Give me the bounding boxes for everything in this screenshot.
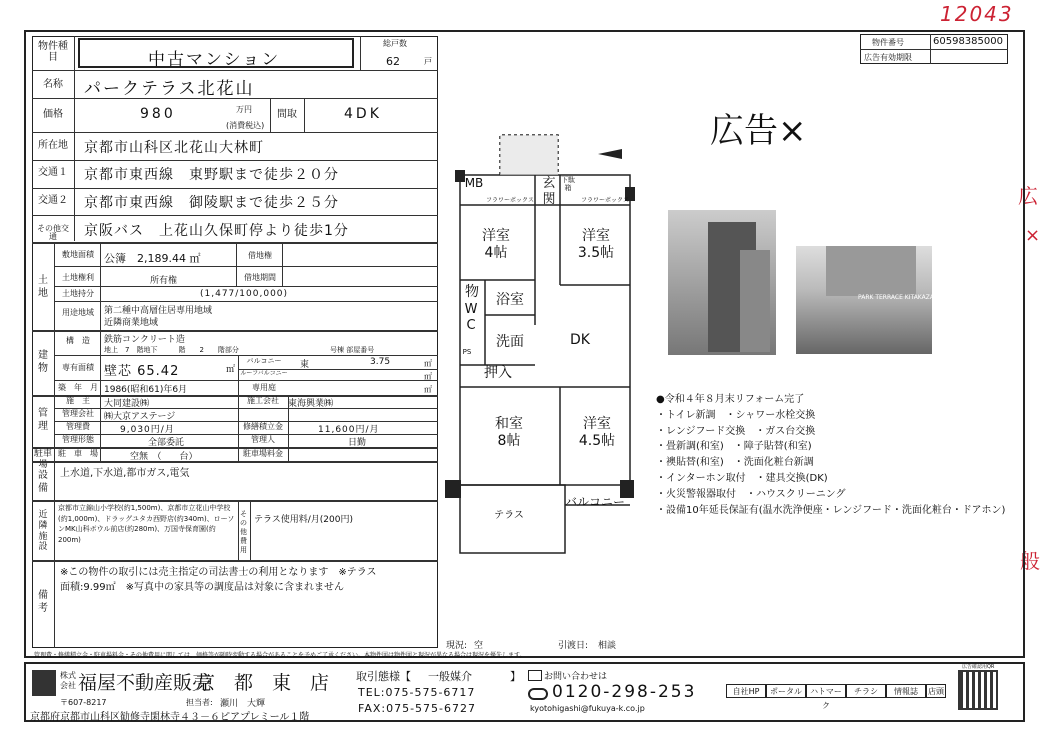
flowerbox-2: フラワーボックス: [581, 197, 629, 204]
property-no-label: 物件番号: [872, 38, 904, 47]
land-right: 所有権: [150, 276, 178, 286]
feature-item: ・畳新調(和室) ・障子貼替(和室): [656, 441, 812, 453]
room-no-label: 号棟 部屋番号: [330, 346, 375, 354]
property-type-label: 物件種目: [38, 41, 68, 63]
area-unit: ㎡: [226, 365, 236, 375]
feature-item: ・インターホン取付 ・建具交換(DK): [656, 472, 828, 484]
feature-item: ・レンジフード交換 ・ガス台交換: [656, 425, 816, 437]
nearby-label: 近隣施設: [38, 510, 48, 553]
builder: 大同建設㈱: [104, 399, 150, 409]
repair-fund-label: 修繕積立金: [243, 422, 283, 431]
total-units: 62: [386, 55, 400, 68]
wash-label: 洗面: [496, 334, 524, 350]
feature-item: ・トイレ新調 ・シャワー水栓交換: [656, 409, 816, 421]
status: 空: [474, 641, 484, 651]
structure: 鉄筋コンクリート造: [104, 335, 185, 345]
tax-note: (消費税込): [226, 121, 265, 130]
handwritten-mark-1: 広: [1018, 184, 1038, 208]
company-name: 福屋不動産販売: [78, 672, 212, 694]
remarks-2: 面積:9.99㎡ ※写真中の家具等の調度品は対象に含まれません: [60, 582, 345, 593]
terrace-label: テラス: [494, 510, 524, 521]
balcony-direction: 東: [300, 360, 310, 370]
mgmt-fee-label: 管理費: [66, 422, 90, 431]
trade-mode-label: 取引態様【: [356, 670, 411, 683]
parking-label: 駐車場: [33, 449, 52, 471]
contractor-label: 施工会社: [247, 396, 279, 405]
delivery-label: 引渡日:: [558, 641, 589, 651]
contractor: 東海興業㈱: [288, 399, 334, 409]
transport2: 京都市東西線 御陵駅まで徒歩２５分: [84, 195, 339, 211]
trade-mode-end: 】: [510, 670, 521, 683]
zoning-label: 用途地域: [62, 308, 94, 317]
mb-label: MB: [464, 176, 484, 190]
building-photo: [668, 210, 776, 355]
renovation-features: [656, 392, 1005, 518]
address: 京都市山科区北花山大林町: [84, 140, 264, 156]
management-label: 管理: [38, 408, 48, 432]
land-share-label: 土地持分: [62, 289, 94, 298]
transport1-label: 交通１: [38, 167, 68, 178]
manager-label: 管理人: [251, 435, 275, 444]
building-label: 建物: [38, 350, 48, 374]
parking-status-label: 駐 車 場: [58, 449, 98, 458]
tel[interactable]: TEL:075-575-6717: [358, 686, 476, 699]
room-western-4-5: 洋室 4.5帖: [578, 416, 616, 449]
roof-unit: ㎡: [424, 372, 432, 381]
property-no: 60598385000: [933, 36, 1003, 47]
land-right-label: 土地権利: [62, 273, 94, 282]
tag-portal: ポータル: [766, 684, 806, 698]
delivery: 相談: [598, 641, 617, 651]
price: 980: [140, 106, 176, 122]
remarks-1: ※この物件の取引には売主指定の司法書士の利用となります ※テラス: [60, 567, 377, 578]
room-western-3-5: 洋室 3.5帖: [577, 228, 615, 261]
repair-fund: 11,600円/月: [318, 425, 380, 435]
mail-icon: [528, 670, 542, 681]
parking: 空無 （ 台）: [130, 452, 198, 462]
total-units-label: 総戸数: [383, 39, 407, 48]
mgmt-form: 全部委託: [148, 438, 185, 448]
genkan-label: 玄 関: [542, 176, 556, 207]
manager: 日勤: [348, 438, 367, 448]
property-type: 中古マンション: [148, 50, 281, 70]
mgmt-company: ㈱大京アステージ: [104, 412, 176, 422]
structure-label: 構 造: [66, 336, 90, 345]
trade-mode: 一般媒介: [428, 670, 472, 683]
freedial[interactable]: 0120-298-253: [552, 682, 697, 702]
ad-title: 広告×: [710, 111, 807, 151]
shoebox-label: 下駄 箱: [561, 176, 575, 193]
manager-name: 瀬川 大輝: [220, 699, 266, 709]
mgmt-fee: 9,030円/月: [120, 425, 175, 435]
price-label: 価格: [43, 109, 63, 120]
tag-store: 店頭: [926, 684, 946, 698]
remarks-label: 備考: [38, 590, 48, 614]
address-label: 所在地: [38, 140, 68, 151]
layout-label: 間取: [277, 109, 297, 120]
balcony-unit: ㎡: [424, 359, 432, 368]
ad-expiry-label: 広告有効期限: [864, 53, 912, 62]
land-share: (1,477/100,000): [200, 289, 289, 299]
built-label: 築 年 月: [58, 383, 98, 392]
inquiry-label: お問い合わせは: [544, 672, 608, 682]
tag-own-hp: 自社HP: [726, 684, 766, 698]
storage-label: 物: [465, 284, 479, 300]
other-fee: テラス使用料/月(200円): [254, 515, 353, 525]
other-transport-label: その他交通: [37, 224, 69, 242]
manager-label-footer: 担当者:: [186, 698, 213, 707]
tag-hatomark: ハトマーク: [806, 684, 846, 698]
floors: 地上 7 階地下 階 2 階部分: [104, 346, 239, 354]
entrance-photo: [796, 246, 939, 354]
parking-fee-label: 駐車場料金: [243, 449, 283, 458]
feature-item: ●令和４年８月末リフォーム完了: [656, 394, 805, 405]
ps-label: PS: [462, 348, 472, 356]
nearby-text: 京都市立錦山小学校(約1,500m)、京都市立花山中学校(約1,000m)、ドラッグユタカ西野店(約340m)、ローソンMK山科ボウル前店(約280m)、万国寺保育園(約200m): [58, 504, 235, 544]
handwritten-mark-3: 般: [1020, 549, 1040, 573]
balcony-label: バルコニー: [246, 357, 282, 365]
balcony-label-plan: バルコニー: [564, 495, 625, 509]
balcony-area: 3.75: [370, 357, 391, 367]
branch-name: 京 都 東 店: [196, 672, 330, 694]
fax: FAX:075-575-6727: [358, 702, 477, 715]
mgmt-company-label: 管理会社: [62, 409, 94, 418]
bath-label: 浴室: [496, 292, 524, 308]
room-japanese-8: 和室 8帖: [495, 416, 523, 449]
qr-note: 広告確認用QR: [962, 664, 995, 670]
status-label: 現況:: [446, 641, 468, 651]
postal-code: 〒607-8217: [60, 698, 107, 707]
lease-area-label: 借地権: [248, 251, 272, 260]
mgmt-form-label: 管理形態: [62, 435, 94, 444]
handwritten-note: 12043: [940, 2, 1014, 26]
dk-label: DK: [570, 332, 590, 348]
other-transport: 京阪バス 上花山久保町停より徒歩1分: [84, 223, 349, 239]
transport1: 京都市東西線 東野駅まで徒歩２０分: [84, 167, 339, 183]
layout: 4DK: [344, 106, 382, 122]
flowerbox-1: フラワーボックス: [486, 197, 534, 204]
company-logo: [32, 670, 56, 696]
builder-label: 施 主: [66, 396, 90, 405]
site-area-label: 敷地面積: [62, 250, 94, 259]
area: 壁芯 65.42: [104, 364, 180, 379]
feature-item: ・設備10年延長保証有(温水洗浄便座・レンジフード・洗面化粧台・ドアホン): [656, 504, 1006, 516]
facilities-label: 設備: [38, 470, 48, 494]
room-western-4: 洋室 4帖: [482, 228, 510, 261]
other-fee-label: その他費用: [240, 510, 247, 554]
closet-label: 押入: [484, 365, 512, 381]
transport2-label: 交通２: [38, 195, 68, 206]
facilities: 上水道,下水道,都市ガス,電気: [60, 468, 190, 479]
yard-label: 専用庭: [252, 383, 276, 392]
lease-term-label: 借地期間: [244, 273, 276, 282]
photo-sign: PARK TERRACE KITAKAZAN: [858, 294, 939, 301]
roof-balcony-label: ルーフバルコニー: [240, 370, 288, 377]
fine-print: 管理費・修繕積立金・駐車場料金・その他費用に関しては、価格等が随時変動する場合があることを予めご了承ください。本物件図は物件図と現況が異なる場合は現況を優先します。: [34, 652, 526, 659]
qr-code-icon[interactable]: [958, 670, 998, 710]
land-label: 土地: [38, 275, 48, 299]
freedial-icon: [528, 688, 548, 700]
feature-item: ・襖貼替(和室) ・洗面化粧台新調: [656, 457, 814, 469]
zoning-2: 近隣商業地域: [104, 318, 159, 328]
built-date: 1986(昭和61)年6月: [104, 385, 188, 395]
company-address: 京都府京都市山科区勧修寺閑林寺４３－６ピアプレミール１階: [30, 712, 310, 723]
handwritten-mark-2: ×: [1025, 225, 1041, 246]
name-label: 名称: [43, 79, 63, 90]
property-name: パークテラス北花山: [84, 79, 255, 99]
area-label: 専有面積: [62, 363, 94, 372]
yard-unit: ㎡: [424, 385, 432, 394]
tag-magazine: 情報誌: [886, 684, 926, 698]
zoning-1: 第二種中高層住居専用地域: [104, 306, 213, 316]
company-prefix: 株式 会社: [60, 671, 76, 690]
compass-icon: [596, 146, 626, 162]
tag-flyer: チラシ: [846, 684, 886, 698]
feature-item: ・火災警報器取付 ・ハウスクリーニング: [656, 488, 846, 500]
site-area: 公簿 2,189.44 ㎡: [104, 252, 201, 265]
price-unit: 万円: [236, 105, 252, 114]
units-suffix: 戸: [424, 57, 432, 66]
wc-label: W C: [464, 302, 478, 333]
email[interactable]: kyotohigashi@fukuya-k.co.jp: [530, 704, 645, 713]
